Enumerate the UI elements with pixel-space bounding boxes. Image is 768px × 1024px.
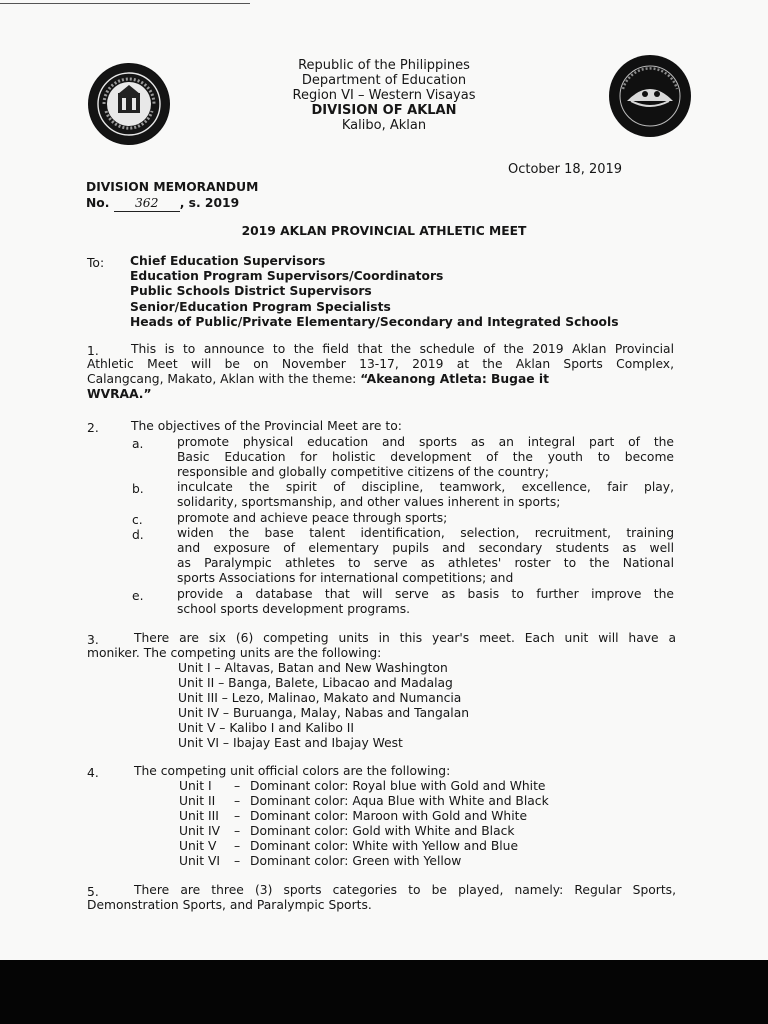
memo-date: October 18, 2019 <box>508 162 623 177</box>
color-unit-3-label: Unit III <box>179 809 219 823</box>
p1-line-2: Athletic Meet will be on November 13-17, 2019 at the Aklan Sports Complex, <box>87 357 674 371</box>
competing-unit-5: Unit V – Kalibo I and Kalibo II <box>178 721 355 735</box>
header-republic: Republic of the Philippines <box>298 58 470 73</box>
objective-a-letter: a. <box>132 437 144 451</box>
recipient-3: Public Schools District Supervisors <box>130 284 372 298</box>
competing-unit-4: Unit IV – Buruanga, Malay, Nabas and Tangalan <box>178 706 470 720</box>
objective-e-line-2: school sports development programs. <box>177 602 411 616</box>
objective-c-line-1: promote and achieve peace through sports; <box>177 511 448 525</box>
color-unit-6-value: Dominant color: Green with Yellow <box>250 854 462 868</box>
scan-edge-line <box>0 3 250 4</box>
memo-number-prefix: No. <box>86 196 114 210</box>
p2-intro: The objectives of the Provincial Meet are to: <box>131 419 402 433</box>
competing-unit-2: Unit II – Banga, Balete, Libacao and Madalag <box>178 676 453 690</box>
memo-number-suffix: , s. 2019 <box>179 196 240 210</box>
objective-c-letter: c. <box>132 513 143 527</box>
objective-e-line-1: provide a database that will serve as basis to further improve the <box>177 587 674 601</box>
header-location: Kalibo, Aklan <box>341 118 427 133</box>
recipient-4: Senior/Education Program Specialists <box>130 300 391 314</box>
color-unit-1-label: Unit I <box>179 779 212 793</box>
objective-d-line-1: widen the base talent identification, selection, recruitment, training <box>177 526 674 540</box>
header-region: Region VI – Western Visayas <box>292 88 476 103</box>
memo-number-handwritten: 362 <box>114 196 180 212</box>
memo-label: DIVISION MEMORANDUM <box>86 180 259 194</box>
color-unit-4-label: Unit IV <box>179 824 220 838</box>
p1-theme: “Akeanong Atleta: Bugae it <box>360 372 549 386</box>
objective-b-letter: b. <box>132 482 144 496</box>
header-division: DIVISION OF AKLAN <box>311 103 457 118</box>
memo-number <box>86 196 239 212</box>
p5-number: 5. <box>87 885 99 899</box>
color-unit-4-value: Dominant color: Gold with White and Black <box>250 824 515 838</box>
objective-a-line-2: Basic Education for holistic development of the youth to become <box>177 450 674 464</box>
color-unit-6-label: Unit VI <box>179 854 220 868</box>
p3-line-1: There are six (6) competing units in this year's meet. Each unit will have a <box>134 631 676 645</box>
color-unit-2-value: Dominant color: Aqua Blue with White and Black <box>250 794 549 808</box>
competing-unit-1: Unit I – Altavas, Batan and New Washington <box>178 661 448 675</box>
objective-e-letter: e. <box>132 589 144 603</box>
competing-unit-3: Unit III – Lezo, Malinao, Makato and Numancia <box>178 691 462 705</box>
color-unit-4-dash: – <box>234 824 241 838</box>
color-unit-6-dash: – <box>234 854 241 868</box>
p1-line-1: This is to announce to the field that the schedule of the 2019 Aklan Provincial <box>131 342 674 356</box>
objective-b-line-1: inculcate the spirit of discipline, teamwork, excellence, fair play, <box>177 480 674 494</box>
p1-line-3 <box>87 372 674 387</box>
p5-line-1: There are three (3) sports categories to be played, namely: Regular Sports, <box>134 883 676 897</box>
memo-title: 2019 AKLAN PROVINCIAL ATHLETIC MEET <box>241 224 527 238</box>
objective-d-line-4: sports Associations for international competitions; and <box>177 571 514 585</box>
color-unit-5-label: Unit V <box>179 839 217 853</box>
p5-line-2: Demonstration Sports, and Paralympic Sports. <box>87 898 372 912</box>
p3-line-2: moniker. The competing units are the following: <box>87 646 382 660</box>
p4-number: 4. <box>87 766 99 780</box>
objective-d-line-2: and exposure of elementary pupils and secondary students as well <box>177 541 674 555</box>
color-unit-5-value: Dominant color: White with Yellow and Blue <box>250 839 519 853</box>
color-unit-3-value: Dominant color: Maroon with Gold and White <box>250 809 528 823</box>
recipient-2: Education Program Supervisors/Coordinators <box>130 269 444 283</box>
p1-line-3-text: Calangcang, Makato, Aklan with the theme: <box>87 372 361 386</box>
p3-number: 3. <box>87 633 99 647</box>
objective-a-line-3: responsible and globally competitive citizens of the country; <box>177 465 549 479</box>
objective-d-line-3: as Paralympic athletes to serve as athletes' roster to the National <box>177 556 674 570</box>
p4-intro: The competing unit official colors are the following: <box>134 764 451 778</box>
header-department: Department of Education <box>301 73 467 88</box>
scan-bottom-border <box>0 960 768 1024</box>
p1-number: 1. <box>87 344 99 358</box>
p1-theme-end: WVRAA.” <box>87 387 152 401</box>
objective-b-line-2: solidarity, sportsmanship, and other values inherent in sports; <box>177 495 561 509</box>
objective-d-letter: d. <box>132 528 144 542</box>
color-unit-2-label: Unit II <box>179 794 216 808</box>
color-unit-1-dash: – <box>234 779 241 793</box>
objective-a-line-1: promote physical education and sports as an integral part of the <box>177 435 674 449</box>
p2-number: 2. <box>87 421 99 435</box>
recipient-5: Heads of Public/Private Elementary/Secondary and Integrated Schools <box>130 315 619 329</box>
color-unit-5-dash: – <box>234 839 241 853</box>
color-unit-3-dash: – <box>234 809 241 823</box>
to-label: To: <box>87 256 105 270</box>
color-unit-1-value: Dominant color: Royal blue with Gold and White <box>250 779 546 793</box>
color-unit-2-dash: – <box>234 794 241 808</box>
competing-unit-6: Unit VI – Ibajay East and Ibajay West <box>178 736 403 750</box>
recipient-1: Chief Education Supervisors <box>130 254 326 268</box>
